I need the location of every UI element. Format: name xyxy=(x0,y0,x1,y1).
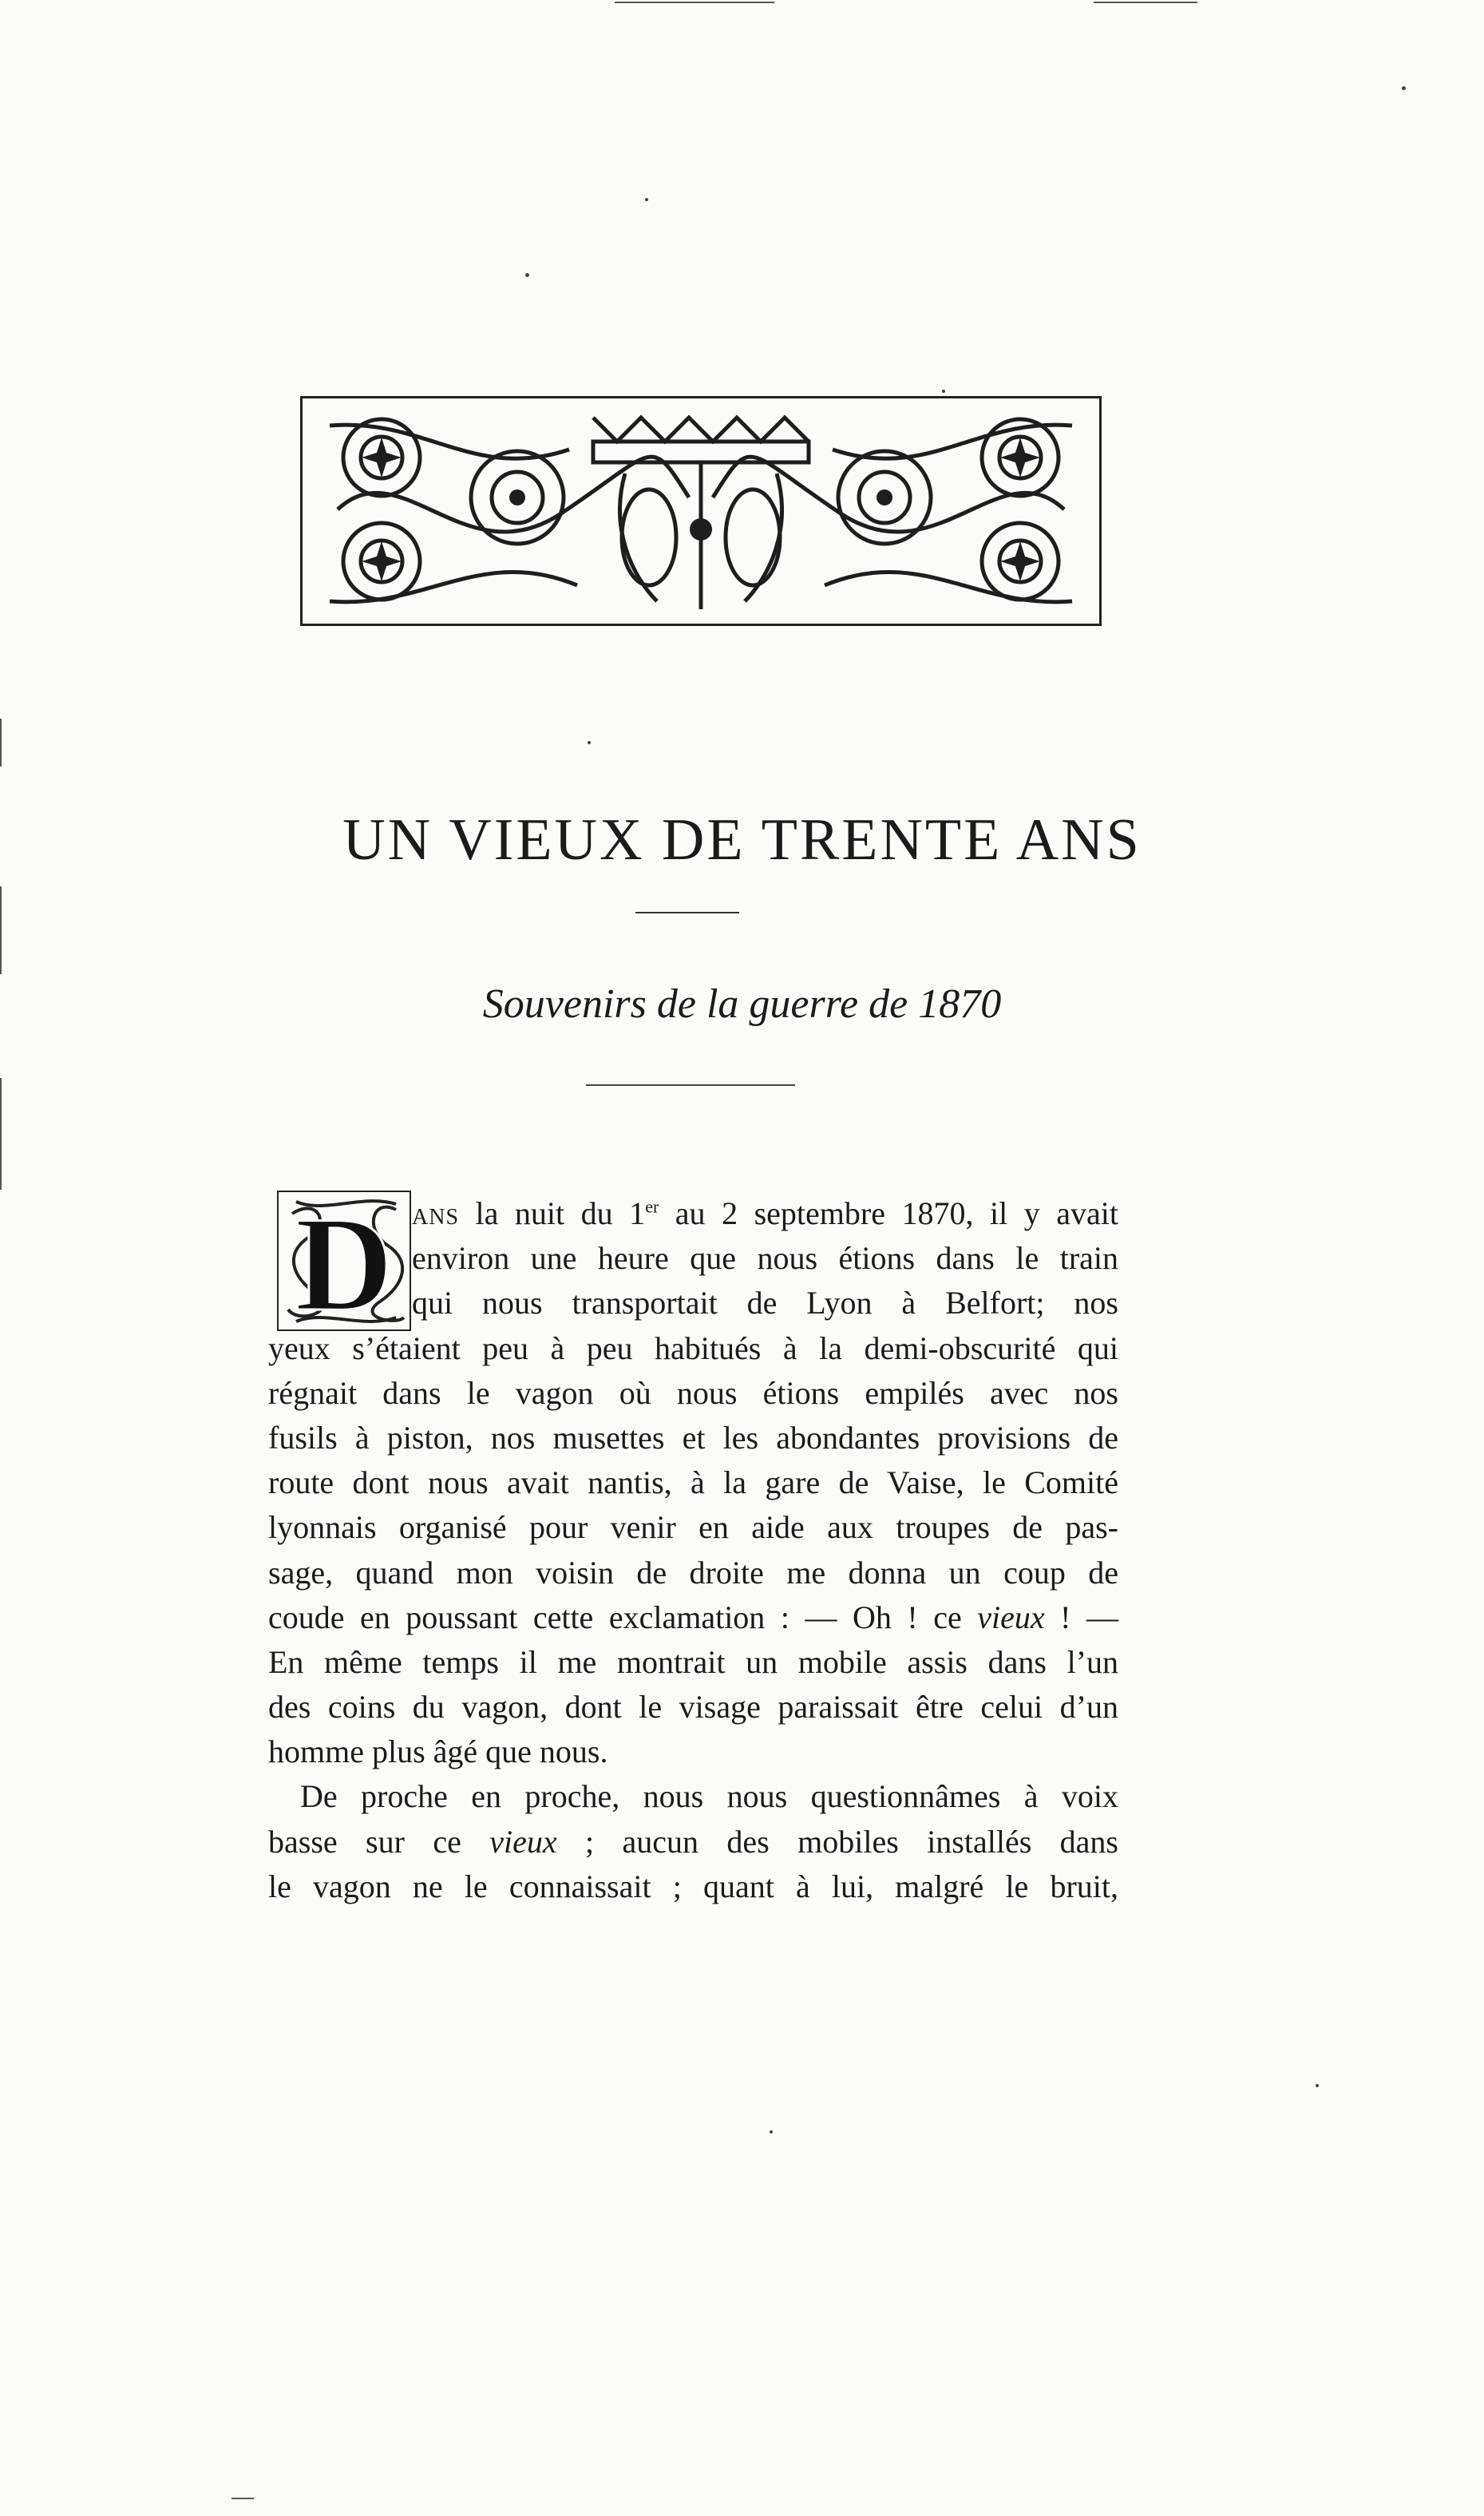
smallcaps-word: ANS xyxy=(412,1205,460,1230)
text-fragment: la nuit du 1 xyxy=(459,1195,646,1231)
chapter-title: UN VIEUX DE TRENTE ANS xyxy=(342,807,1142,873)
dropcap-letter: D xyxy=(295,1190,394,1332)
text-line: En même temps il me montrait un mobile assis dans l’un xyxy=(268,1643,1118,1680)
scan-speck xyxy=(1316,2084,1319,2087)
scan-speck xyxy=(525,273,529,277)
title-divider xyxy=(635,912,739,913)
ornament-scrollwork-icon xyxy=(306,402,1096,620)
scan-speck xyxy=(645,198,648,201)
superscript: er xyxy=(645,1196,659,1217)
scan-speck xyxy=(942,390,945,393)
text-line: des coins du vagon, dont le visage paraissait être celui d’un xyxy=(268,1689,1118,1726)
text-line: lyonnais organisé pour venir en aide aux troupes de pas- xyxy=(268,1509,1118,1546)
text-line: homme plus âgé que nous. xyxy=(268,1733,608,1770)
scan-bottom-mark xyxy=(232,2498,254,2499)
scan-left-edge xyxy=(0,886,2,974)
text-line: De proche en proche, nous nous questionnâmes à voix xyxy=(300,1778,1118,1815)
text-line xyxy=(268,1595,1118,1640)
italic-word: vieux xyxy=(977,1599,1045,1635)
text-line: yeux s’étaient peu à peu habitués à la demi-obscurité qui xyxy=(268,1329,1118,1366)
text-line: le vagon ne le connaissait ; quant à lui, malgré le bruit, xyxy=(268,1868,1118,1904)
text-line xyxy=(268,1820,1118,1864)
text-line: qui nous transportait de Lyon à Belfort; nos xyxy=(412,1285,1118,1321)
scan-speck xyxy=(1402,86,1406,90)
italic-word: vieux xyxy=(489,1823,557,1860)
text-line: sage, quand mon voisin de droite me donna un coup de xyxy=(268,1554,1118,1591)
text-fragment: ; aucun des mobiles installés dans xyxy=(556,1823,1118,1860)
text-line: fusils à piston, nos musettes et les abondantes provisions de xyxy=(268,1419,1118,1456)
text-fragment: au 2 septembre 1870, il y avait xyxy=(659,1195,1119,1231)
scan-top-line xyxy=(615,2,774,3)
scan-left-edge xyxy=(0,719,2,767)
text-fragment: basse sur ce xyxy=(268,1823,490,1860)
text-fragment: coude en poussant cette exclamation : — Oh ! ce xyxy=(268,1599,978,1635)
text-line xyxy=(268,1191,1118,1236)
text-line: route dont nous avait nantis, à la gare de Vaise, le Comité xyxy=(268,1464,1118,1501)
text-line: environ une heure que nous étions dans le train xyxy=(412,1240,1118,1277)
subtitle-divider xyxy=(586,1084,795,1086)
text-fragment: ! — xyxy=(1044,1599,1119,1635)
text-line: régnait dans le vagon où nous étions empilés avec nos xyxy=(268,1374,1118,1411)
body-text xyxy=(268,1191,1118,1909)
chapter-subtitle: Souvenirs de la guerre de 1870 xyxy=(482,981,1002,1027)
scan-top-line xyxy=(1094,2,1197,3)
ornamental-headpiece xyxy=(300,396,1102,626)
scan-speck xyxy=(588,741,591,744)
scan-speck xyxy=(770,2130,773,2134)
scan-left-edge xyxy=(0,1078,2,1190)
